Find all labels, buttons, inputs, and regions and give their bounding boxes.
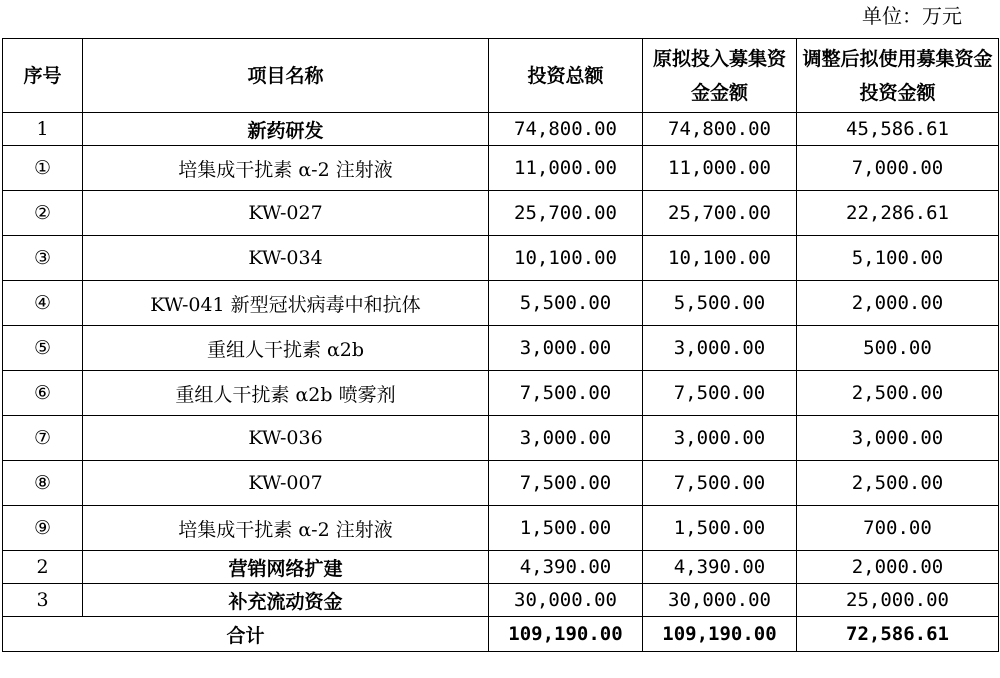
cell-adjusted: 5,100.00 <box>797 236 999 281</box>
cell-seq: ③ <box>3 236 83 281</box>
cell-adjusted: 22,286.61 <box>797 191 999 236</box>
cell-seq: ⑧ <box>3 461 83 506</box>
cell-name: KW-036 <box>83 416 489 461</box>
unit-label: 单位：万元 <box>862 4 962 28</box>
table-row <box>3 236 999 281</box>
cell-total: 5,500.00 <box>489 281 643 326</box>
cell-seq: 3 <box>3 584 83 617</box>
cell-original: 10,100.00 <box>643 236 797 281</box>
cell-name: 重组人干扰素 α2b <box>83 326 489 371</box>
total-label: 合计 <box>3 617 489 652</box>
cell-seq: ⑨ <box>3 506 83 551</box>
cell-original: 1,500.00 <box>643 506 797 551</box>
cell-name: 培集成干扰素 α-2 注射液 <box>83 146 489 191</box>
table-row <box>3 113 999 146</box>
header-original: 原拟投入募集资金金额 <box>643 39 797 113</box>
cell-total: 4,390.00 <box>489 551 643 584</box>
header-adjusted: 调整后拟使用募集资金投资金额 <box>797 39 999 113</box>
cell-adjusted: 2,000.00 <box>797 551 999 584</box>
cell-name: 重组人干扰素 α2b 喷雾剂 <box>83 371 489 416</box>
total-original: 109,190.00 <box>643 617 797 652</box>
cell-seq: ⑤ <box>3 326 83 371</box>
header-total: 投资总额 <box>489 39 643 113</box>
cell-name: KW-034 <box>83 236 489 281</box>
cell-total: 25,700.00 <box>489 191 643 236</box>
cell-total: 3,000.00 <box>489 326 643 371</box>
cell-original: 30,000.00 <box>643 584 797 617</box>
table-row <box>3 326 999 371</box>
fund-usage-table <box>2 38 999 652</box>
cell-original: 25,700.00 <box>643 191 797 236</box>
table-row <box>3 191 999 236</box>
cell-name: KW-027 <box>83 191 489 236</box>
cell-seq: ⑦ <box>3 416 83 461</box>
cell-adjusted: 500.00 <box>797 326 999 371</box>
cell-total: 11,000.00 <box>489 146 643 191</box>
cell-name: 培集成干扰素 α-2 注射液 <box>83 506 489 551</box>
table-row <box>3 281 999 326</box>
cell-total: 7,500.00 <box>489 461 643 506</box>
table-row <box>3 506 999 551</box>
cell-original: 5,500.00 <box>643 281 797 326</box>
table-row <box>3 551 999 584</box>
cell-name: 营销网络扩建 <box>83 551 489 584</box>
cell-seq: 1 <box>3 113 83 146</box>
cell-original: 3,000.00 <box>643 416 797 461</box>
cell-seq: ① <box>3 146 83 191</box>
cell-original: 74,800.00 <box>643 113 797 146</box>
table-row <box>3 416 999 461</box>
cell-original: 7,500.00 <box>643 461 797 506</box>
cell-total: 1,500.00 <box>489 506 643 551</box>
cell-name: KW-007 <box>83 461 489 506</box>
total-adjusted: 72,586.61 <box>797 617 999 652</box>
cell-total: 30,000.00 <box>489 584 643 617</box>
header-seq: 序号 <box>3 39 83 113</box>
cell-name: KW-041 新型冠状病毒中和抗体 <box>83 281 489 326</box>
header-row <box>3 39 999 113</box>
cell-seq: ② <box>3 191 83 236</box>
header-name: 项目名称 <box>83 39 489 113</box>
cell-total: 10,100.00 <box>489 236 643 281</box>
cell-adjusted: 7,000.00 <box>797 146 999 191</box>
cell-adjusted: 2,000.00 <box>797 281 999 326</box>
cell-adjusted: 700.00 <box>797 506 999 551</box>
table-row <box>3 146 999 191</box>
cell-name: 补充流动资金 <box>83 584 489 617</box>
total-row <box>3 617 999 652</box>
table-row <box>3 371 999 416</box>
cell-total: 3,000.00 <box>489 416 643 461</box>
cell-original: 7,500.00 <box>643 371 797 416</box>
cell-adjusted: 2,500.00 <box>797 461 999 506</box>
cell-total: 7,500.00 <box>489 371 643 416</box>
cell-seq: ⑥ <box>3 371 83 416</box>
cell-adjusted: 25,000.00 <box>797 584 999 617</box>
cell-adjusted: 45,586.61 <box>797 113 999 146</box>
cell-total: 74,800.00 <box>489 113 643 146</box>
table-row <box>3 461 999 506</box>
total-investment: 109,190.00 <box>489 617 643 652</box>
cell-seq: ④ <box>3 281 83 326</box>
cell-original: 3,000.00 <box>643 326 797 371</box>
cell-seq: 2 <box>3 551 83 584</box>
cell-name: 新药研发 <box>83 113 489 146</box>
cell-original: 11,000.00 <box>643 146 797 191</box>
cell-original: 4,390.00 <box>643 551 797 584</box>
cell-adjusted: 2,500.00 <box>797 371 999 416</box>
cell-adjusted: 3,000.00 <box>797 416 999 461</box>
table-row <box>3 584 999 617</box>
table-body <box>3 113 999 652</box>
table-header <box>3 39 999 113</box>
